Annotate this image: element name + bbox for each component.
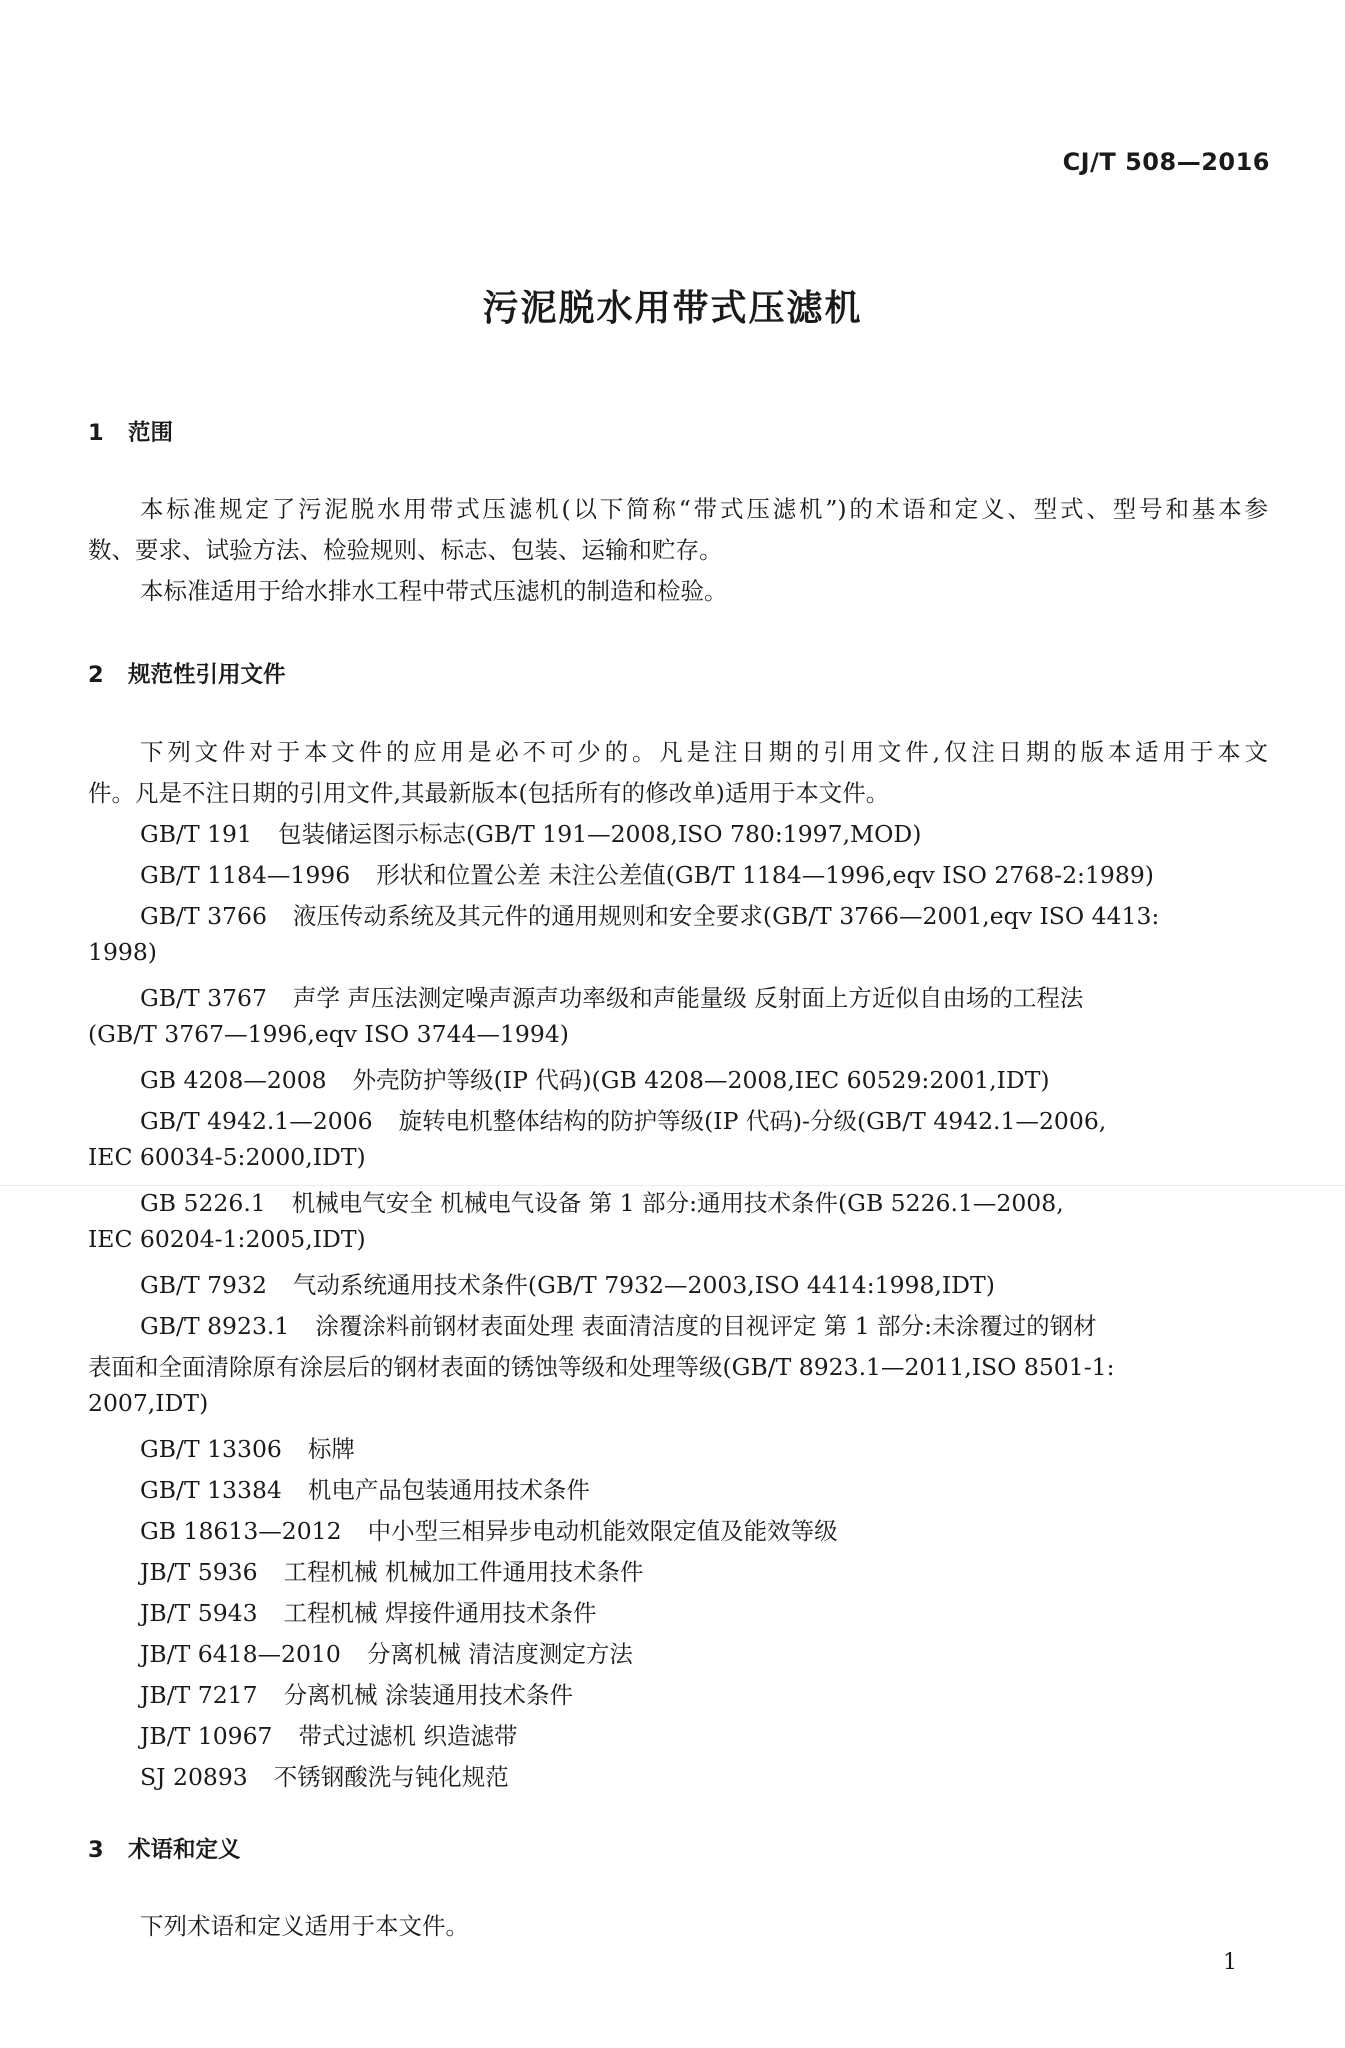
reference-code: GB 4208—2008 [140,1066,327,1094]
reference-code: GB/T 3766 [140,902,267,930]
reference-title: 分离机械 清洁度测定方法 [366,1640,633,1668]
reference-code: JB/T 5943 [140,1599,258,1627]
reference-title: 标牌 [307,1435,355,1463]
paragraph-line: 下列文件对于本文件的应用是必不可少的。凡是注日期的引用文件,仅注日期的版本适用于本文 [140,738,1268,766]
section-title: 规范性引用文件 [128,662,286,688]
reference-item [140,1594,597,1628]
reference-title: 外壳防护等级(IP 代码)(GB 4208—2008,IEC 60529:2001,IDT) [352,1066,1050,1094]
reference-item [140,1471,590,1505]
reference-continuation: IEC 60204-1:2005,IDT) [88,1225,366,1253]
reference-code: GB/T 8923.1 [140,1312,290,1340]
reference-item [140,1102,1106,1136]
paragraph-line: 件。凡是不注日期的引用文件,其最新版本(包括所有的修改单)适用于本文件。 [88,779,890,807]
reference-code: GB 5226.1 [140,1189,266,1217]
reference-code: SJ 20893 [140,1763,248,1791]
section-3-heading [88,1832,241,1864]
reference-title: 中小型三相异步电动机能效限定值及能效等级 [367,1517,838,1545]
reference-item [140,1430,355,1464]
reference-item [140,897,1159,931]
reference-continuation: 表面和全面清除原有涂层后的钢材表面的锈蚀等级和处理等级(GB/T 8923.1—2011,ISO 8501-1: [88,1353,1115,1381]
reference-item [140,1717,518,1751]
reference-title: 旋转电机整体结构的防护等级(IP 代码)-分级(GB/T 4942.1—2006, [398,1107,1107,1135]
reference-continuation: 2007,IDT) [88,1389,209,1417]
reference-item [140,1553,644,1587]
reference-code: GB/T 3767 [140,984,267,1012]
document-title: 污泥脱水用带式压滤机 [482,288,863,329]
reference-code: JB/T 7217 [140,1681,258,1709]
section-title: 术语和定义 [128,1837,241,1863]
reference-code: GB/T 191 [140,820,252,848]
reference-title: 机电产品包装通用技术条件 [307,1476,590,1504]
reference-title: 包装储运图示标志(GB/T 191—2008,ISO 780:1997,MOD) [277,820,922,848]
section-number: 3 [88,1837,104,1863]
reference-item [140,815,921,849]
reference-item [140,1512,838,1546]
reference-code: GB/T 4942.1—2006 [140,1107,373,1135]
reference-title: 分离机械 涂装通用技术条件 [283,1681,574,1709]
reference-title: 带式过滤机 织造滤带 [298,1722,518,1750]
reference-title: 不锈钢酸洗与钝化规范 [273,1763,509,1791]
reference-code: JB/T 6418—2010 [140,1640,341,1668]
reference-title: 液压传动系统及其元件的通用规则和安全要求(GB/T 3766—2001,eqv ISO 4413: [292,902,1160,930]
reference-title: 声学 声压法测定噪声源声功率级和声能量级 反射面上方近似自由场的工程法 [292,984,1084,1012]
reference-item [140,1635,633,1669]
standard-code: CJ/T 508—2016 [1062,148,1270,176]
section-number: 1 [88,420,104,446]
reference-code: GB/T 7932 [140,1271,267,1299]
reference-item [140,1676,573,1710]
reference-code: GB/T 13384 [140,1476,282,1504]
reference-item [140,979,1083,1013]
reference-continuation: (GB/T 3767—1996,eqv ISO 3744—1994) [88,1020,569,1048]
reference-continuation: IEC 60034-5:2000,IDT) [88,1143,366,1171]
reference-code: JB/T 10967 [140,1722,273,1750]
reference-title: 涂覆涂料前钢材表面处理 表面清洁度的目视评定 第 1 部分:未涂覆过的钢材 [315,1312,1097,1340]
reference-item [140,1061,1050,1095]
reference-title: 形状和位置公差 未注公差值(GB/T 1184—1996,eqv ISO 2768-2:1989) [376,861,1154,889]
reference-code: GB 18613—2012 [140,1517,342,1545]
reference-item [140,1184,1064,1218]
paragraph-line: 下列术语和定义适用于本文件。 [140,1912,469,1940]
paragraph-line: 本标准适用于给水排水工程中带式压滤机的制造和检验。 [140,577,728,605]
reference-code: JB/T 5936 [140,1558,258,1586]
reference-item [140,1307,1097,1341]
reference-title: 工程机械 焊接件通用技术条件 [283,1599,597,1627]
paragraph-line: 数、要求、试验方法、检验规则、标志、包装、运输和贮存。 [88,536,723,564]
reference-item [140,1266,995,1300]
section-number: 2 [88,662,104,688]
reference-code: GB/T 13306 [140,1435,282,1463]
reference-item [140,856,1154,890]
page-number: 1 [1223,1950,1237,1975]
section-1-heading [88,415,173,447]
reference-continuation: 1998) [88,938,157,966]
reference-code: GB/T 1184—1996 [140,861,351,889]
paragraph-line: 本标准规定了污泥脱水用带式压滤机(以下简称“带式压滤机”)的术语和定义、型式、型号和基本参 [140,495,1268,523]
reference-title: 工程机械 机械加工件通用技术条件 [283,1558,644,1586]
reference-title: 机械电气安全 机械电气设备 第 1 部分:通用技术条件(GB 5226.1—2008, [291,1189,1064,1217]
section-2-heading [88,657,286,689]
section-title: 范围 [128,420,174,446]
reference-title: 气动系统通用技术条件(GB/T 7932—2003,ISO 4414:1998,IDT) [292,1271,995,1299]
reference-item [140,1758,509,1792]
